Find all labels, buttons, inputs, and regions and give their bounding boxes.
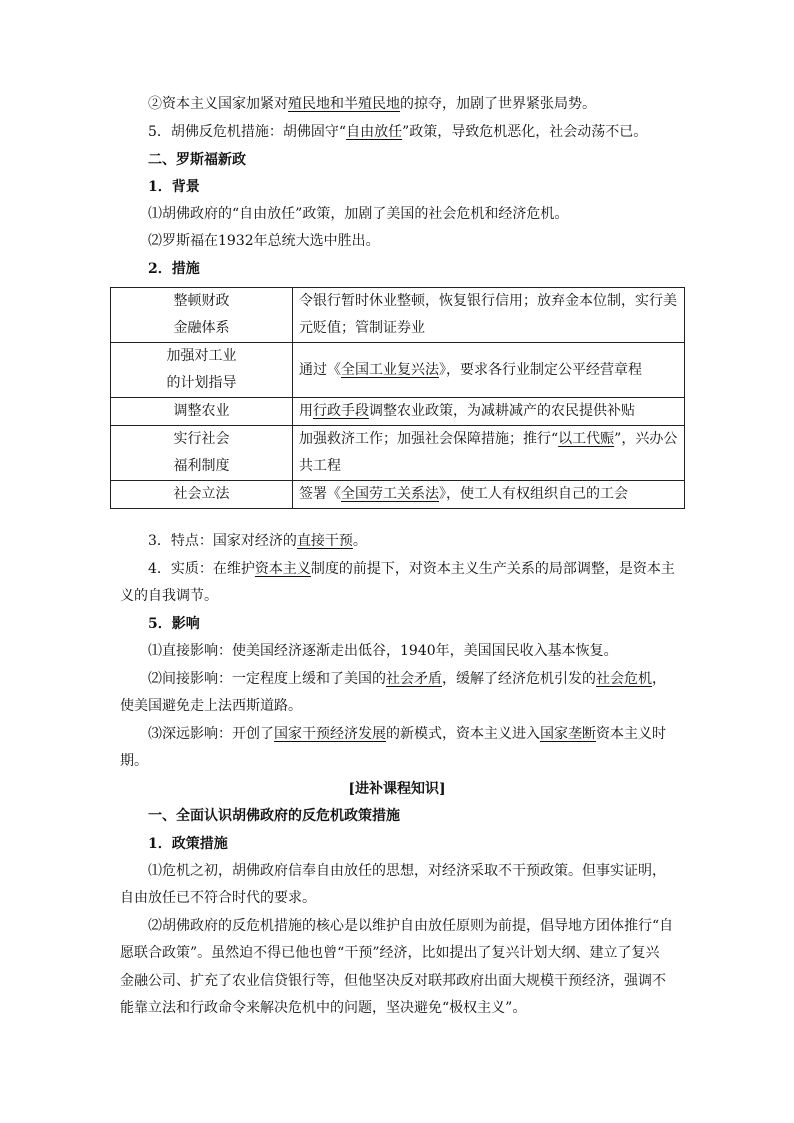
impact-direct: ⑴直接影响：使美国经济逐渐走出低谷，1940年，美国国民收入基本恢复。 (148, 643, 618, 659)
policy-item-1-cont: 自由放任已不符合时代的要求。 (120, 890, 316, 906)
table-cell-value: 签署《全国劳工关系法》，使工人有权组织自己的工会 (293, 481, 685, 509)
heading-impact: 5．影响 (148, 616, 200, 632)
policy-item-2: ⑵胡佛政府的反危机措施的核心是以维护自由放任原则为前提，倡导地方团体推行“自 (148, 918, 674, 934)
paragraph-hoover-measures: 5．胡佛反危机措施：胡佛固守“自由放任”政策，导致危机恶化，社会动荡不已。 (148, 124, 648, 140)
measures-table (110, 287, 685, 509)
impact-far-reaching: ⑶深远影响：开创了国家干预经济发展的新模式，资本主义进入国家垄断资本主义时 (148, 726, 666, 742)
table-cell-value: 通过《全国工业复兴法》，要求各行业制定公平经营章程 (293, 343, 685, 398)
impact-far-reaching-cont: 期。 (120, 753, 148, 769)
impact-indirect-cont: 使美国避免走上法西斯道路。 (120, 698, 302, 714)
heading-measures: 2．措施 (148, 261, 200, 277)
policy-item-2-cont: 能靠立法和行政命令来解决危机中的问题，坚决避免“极权主义”。 (120, 1000, 527, 1016)
paragraph-feature: 3．特点：国家对经济的直接干预。 (148, 533, 367, 549)
supplement-title: [进补课程知识] (348, 781, 446, 797)
table-cell-key: 实行社会 福利制度 (111, 426, 293, 481)
table-cell-value: 加强救济工作；加强社会保障措施；推行“以工代赈”，兴办公 共工程 (293, 426, 685, 481)
table-cell-key: 加强对工业 的计划指导 (111, 343, 293, 398)
table-cell-value: 令银行暂时休业整顿，恢复银行信用；放弃金本位制，实行美 元贬值；管制证券业 (293, 288, 685, 343)
heading-background: 1．背景 (148, 179, 200, 195)
paragraph-essence: 4．实质：在维护资本主义制度的前提下，对资本主义生产关系的局部调整，是资本主 (148, 561, 675, 577)
paragraph-essence-cont: 义的自我调节。 (120, 588, 218, 604)
background-item-1: ⑴胡佛政府的“自由放任”政策，加剧了美国的社会危机和经济危机。 (148, 206, 569, 222)
table-row (111, 426, 685, 481)
table-row (111, 288, 685, 343)
impact-indirect: ⑵间接影响：一定程度上缓和了美国的社会矛盾，缓解了经济危机引发的社会危机， (148, 671, 666, 687)
policy-item-1: ⑴危机之初，胡佛政府信奉自由放任的思想，对经济采取不干预政策。但事实证明， (148, 863, 666, 879)
table-cell-key: 调整农业 (111, 398, 293, 426)
table-row (111, 398, 685, 426)
heading-roosevelt-new-deal: 二、罗斯福新政 (148, 152, 246, 168)
table-cell-key: 整顿财政 金融体系 (111, 288, 293, 343)
heading-hoover-policies: 一、全面认识胡佛政府的反危机政策措施 (148, 808, 400, 824)
table-row (111, 343, 685, 398)
background-item-2: ⑵罗斯福在1932年总统大选中胜出。 (148, 233, 380, 249)
policy-item-2-cont: 金融公司、扩充了农业信贷银行等，但他坚决反对联邦政府出面大规模干预经济，强调不 (120, 973, 666, 989)
policy-item-2-cont: 愿联合政策”。虽然迫不得已他也曾“干预”经济，比如提出了复兴计划大纲、建立了复兴 (120, 945, 660, 961)
heading-policy-measures: 1．政策措施 (148, 836, 228, 852)
paragraph-colonial-plunder: ②资本主义国家加紧对殖民地和半殖民地的掠夺，加剧了世界紧张局势。 (148, 96, 596, 112)
table-cell-key: 社会立法 (111, 481, 293, 509)
table-cell-value: 用行政手段调整农业政策，为减耕减产的农民提供补贴 (293, 398, 685, 426)
table-row (111, 481, 685, 509)
